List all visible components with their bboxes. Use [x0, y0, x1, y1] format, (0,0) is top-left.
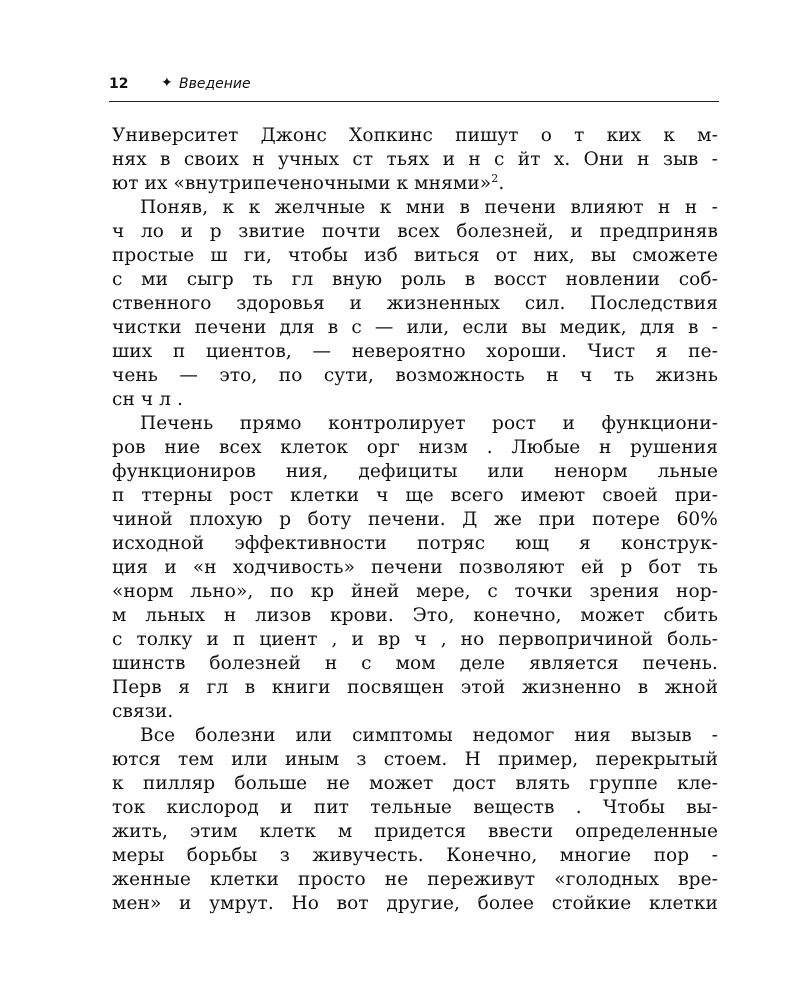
text-line: женные клетки просто не переживут «голодных вре- — [112, 869, 718, 890]
paragraph — [112, 124, 718, 196]
footnote-reference[interactable]: 2 — [491, 172, 499, 185]
text-line: чень — это, по сути, возможность н ч ть жизнь — [112, 365, 718, 386]
text-line: жить, этим клетк м придется ввести определенные — [112, 821, 718, 842]
text-line: Поняв, к к желчные к мни в печени влияют н н - — [140, 197, 718, 218]
paragraph — [112, 724, 718, 916]
text-line: «норм льно», по кр йней мере, с точки зрения нор- — [112, 581, 718, 602]
paragraph — [112, 412, 718, 724]
text-line: Университет Джонс Хопкинс пишут о т ких к м- — [112, 125, 718, 146]
footnote-suffix: . — [498, 173, 505, 194]
text-line: с ми сыгр ть гл вную роль в восст новлении соб- — [112, 269, 718, 290]
text-line: мен» и умрут. Но вот другие, более стойкие клетки — [112, 893, 718, 914]
text-line: п ттерны рост клетки ч ще всего имеют своей при- — [112, 485, 718, 506]
header-divider — [109, 101, 719, 102]
text-line: сн ч л . — [112, 389, 183, 410]
text-line: ч ло и р звитие почти всех болезней, и предприняв — [112, 221, 718, 242]
text-line: м льных н лизов крови. Это, конечно, может сбить — [112, 605, 718, 626]
text-line: ют их «внутрипеченочными к мнями»$^2$. — [112, 172, 505, 194]
page-number: 12 — [109, 76, 129, 92]
text-line: Все болезни или симптомы недомог ния вызыв - — [140, 725, 718, 746]
text-line: ция и «н ходчивость» печени позволяют ей р бот ть — [112, 557, 718, 578]
text-line: ются тем или иным з стоем. Н пример, перекрытый — [112, 749, 718, 770]
text-line: к пилляр больше не может дост влять группе кле- — [112, 773, 718, 794]
text-line: ственного здоровья и жизненных сил. Последствия — [112, 293, 718, 314]
paragraph — [112, 196, 718, 412]
text-line: ров ние всех клеток орг низм . Любые н рушения — [112, 437, 718, 458]
text-line: чиной плохую р боту печени. Д же при потере 60% — [112, 509, 718, 530]
text-line: простые ш ги, чтобы изб виться от них, вы сможете — [112, 245, 718, 266]
text-line: связи. — [112, 701, 174, 722]
text-line: шинств болезней н с мом деле является печень. — [112, 653, 718, 674]
star-icon: ✦ — [161, 75, 173, 91]
body-text — [112, 124, 718, 916]
text-line: ших п циентов, — невероятно хороши. Чист я пе- — [112, 341, 718, 362]
text-line: исходной эффективности потряс ющ я конструк- — [112, 533, 718, 554]
text-line: с толку и п циент , и вр ч , но первопричиной боль- — [112, 629, 718, 650]
text-line: чистки печени для в с — или, если вы медик, для в - — [112, 317, 718, 338]
text-line: Перв я гл в книги посвящен этой жизненно в жной — [112, 677, 718, 698]
running-head — [109, 73, 719, 97]
text-line: ток кислород и пит тельные веществ . Чтобы вы- — [112, 797, 718, 818]
text-line: меры борьбы з живучесть. Конечно, многие пор - — [112, 845, 718, 866]
chapter-title: Введение — [179, 76, 251, 92]
text-line: Печень прямо контролирует рост и функциони- — [140, 413, 718, 434]
text-line: функциониров ния, дефициты или ненорм льные — [112, 461, 718, 482]
text-line: нях в своих н учных ст тьях и н с йт х. Они н зыв - — [112, 149, 718, 170]
